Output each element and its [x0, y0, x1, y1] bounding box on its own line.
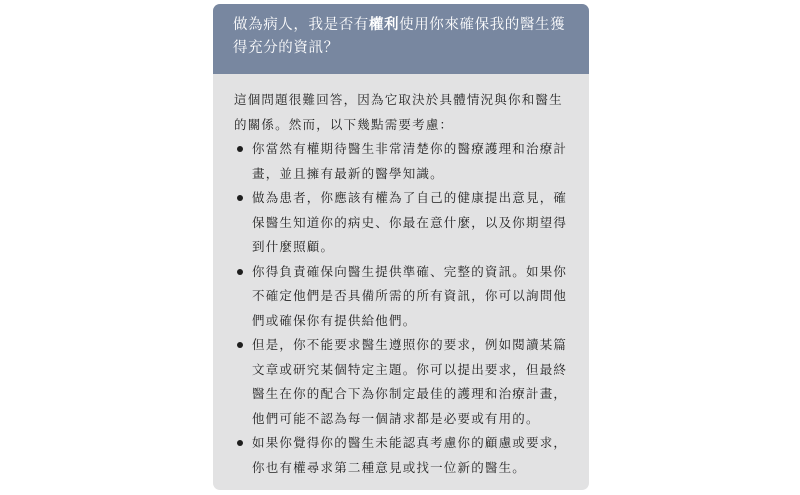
- list-item: [234, 186, 569, 260]
- prompt-header: [213, 4, 589, 74]
- bullet-icon: [237, 269, 243, 275]
- list-item: [234, 260, 569, 334]
- point-text: 你當然有權期待醫生非常清楚你的醫療護理和治療計畫，並且擁有最新的醫學知識。: [252, 141, 568, 181]
- bullet-icon: [237, 342, 243, 348]
- response-points: [234, 137, 569, 480]
- response-body: [213, 74, 589, 480]
- bullet-icon: [237, 440, 243, 446]
- point-text: 但是，你不能要求醫生遵照你的要求，例如閱讀某篇文章或研究某個特定主題。你可以提出要求，但最終醫生在你的配合下為你制定最佳的護理和治療計畫，他們可能不認為每一個請求都是必要或有用的。: [252, 337, 568, 426]
- prompt-text-before: 做為病人，我是否有: [233, 17, 369, 33]
- point-text: 如果你覺得你的醫生未能認真考慮你的顧慮或要求，你也有權尋求第二種意見或找一位新的醫生。: [252, 435, 568, 475]
- point-text: 你得負責確保向醫生提供準確、完整的資訊。如果你不確定他們是否具備所需的所有資訊，你可以詢問他們或確保你有提供給他們。: [252, 263, 568, 328]
- bullet-icon: [237, 146, 243, 152]
- conversation-card: [213, 4, 589, 490]
- list-item: [234, 137, 569, 186]
- prompt-text: [233, 14, 569, 60]
- response-intro: 這個問題很難回答，因為它取決於具體情況與你和醫生的關係。然而，以下幾點需要考慮：: [234, 92, 563, 132]
- point-text: 做為患者，你應該有權為了自己的健康提出意見，確保醫生知道你的病史、你最在意什麼，以及你期望得到什麼照顧。: [252, 190, 568, 254]
- prompt-text-after: 使用你來確保我的醫生獲得充分的資訊？: [233, 17, 566, 56]
- bullet-icon: [237, 195, 243, 201]
- list-item: [234, 431, 569, 480]
- prompt-emphasis: 權利: [368, 17, 400, 33]
- list-item: [234, 333, 569, 431]
